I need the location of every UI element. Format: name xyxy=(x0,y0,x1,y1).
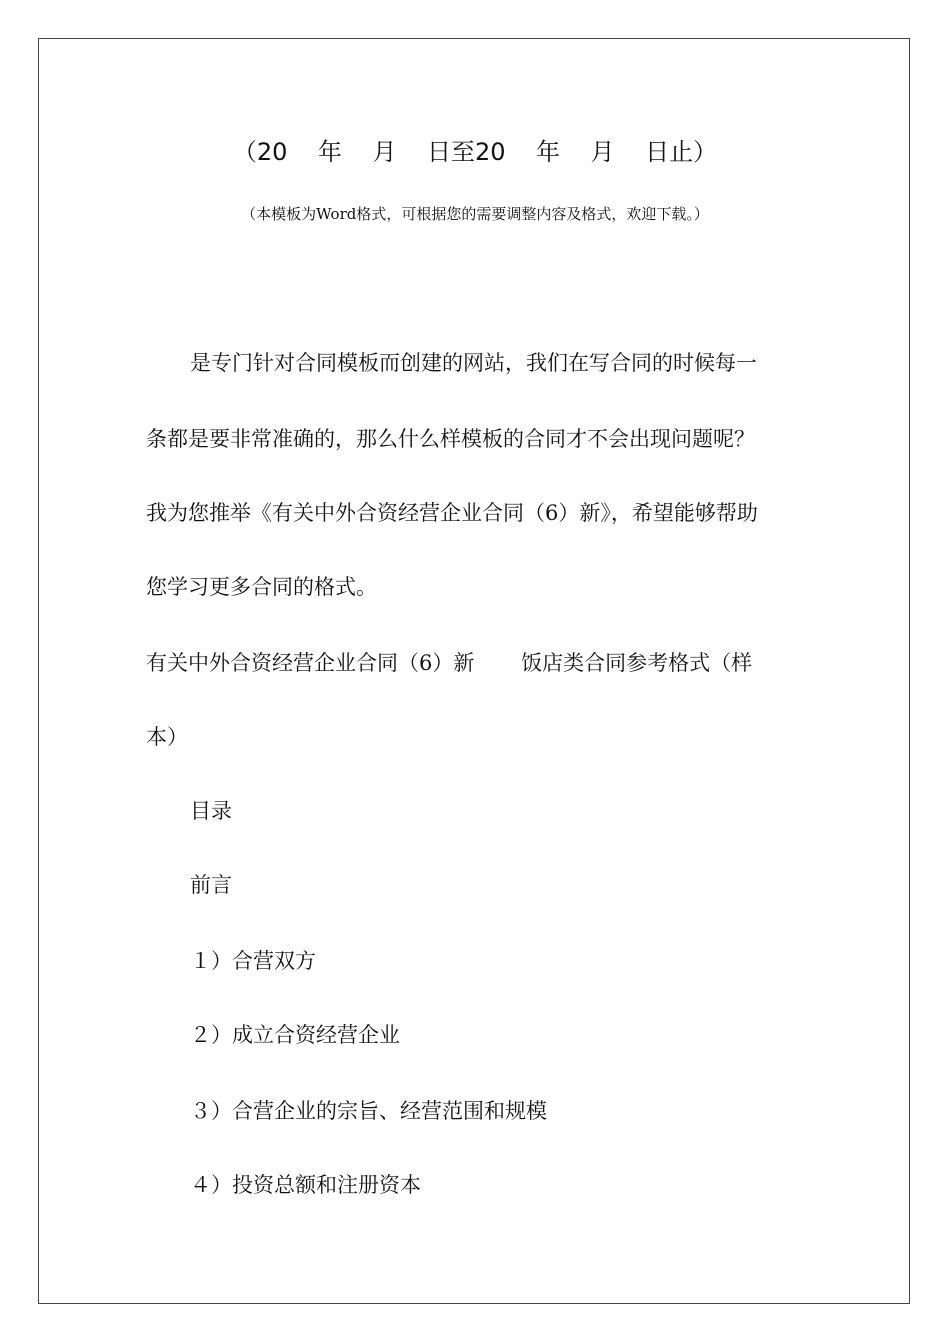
contract-title-line-2: 本） xyxy=(146,725,188,749)
toc-heading: 目录 xyxy=(190,799,232,823)
toc-item: ４）投资总额和注册资本 xyxy=(190,1173,421,1197)
toc-item: １）合营双方 xyxy=(190,949,316,973)
intro-line-4: 您学习更多合同的格式。 xyxy=(146,575,377,599)
intro-line-3: 我为您推举《有关中外合资经营企业合同（6）新》，希望能够帮助 xyxy=(146,501,758,525)
intro-line-2: 条都是要非常准确的，那么什么样模板的合同才不会出现问题呢？ xyxy=(146,427,755,451)
contract-title-line-1: 有关中外合资经营企业合同（6）新 饭店类合同参考格式（样 xyxy=(146,651,753,675)
toc-item: ２）成立合资经营企业 xyxy=(190,1023,400,1047)
template-note: （本模板为Word格式，可根据您的需要调整内容及格式，欢迎下载。） xyxy=(241,205,709,223)
toc-item: 前言 xyxy=(190,873,232,897)
toc-item: ３）合营企业的宗旨、经营范围和规模 xyxy=(190,1099,547,1123)
date-range-heading: （20 年 月 日至20 年 月 日止） xyxy=(232,138,718,166)
intro-line-1: 是专门针对合同模板而创建的网站，我们在写合同的时候每一 xyxy=(190,351,757,375)
